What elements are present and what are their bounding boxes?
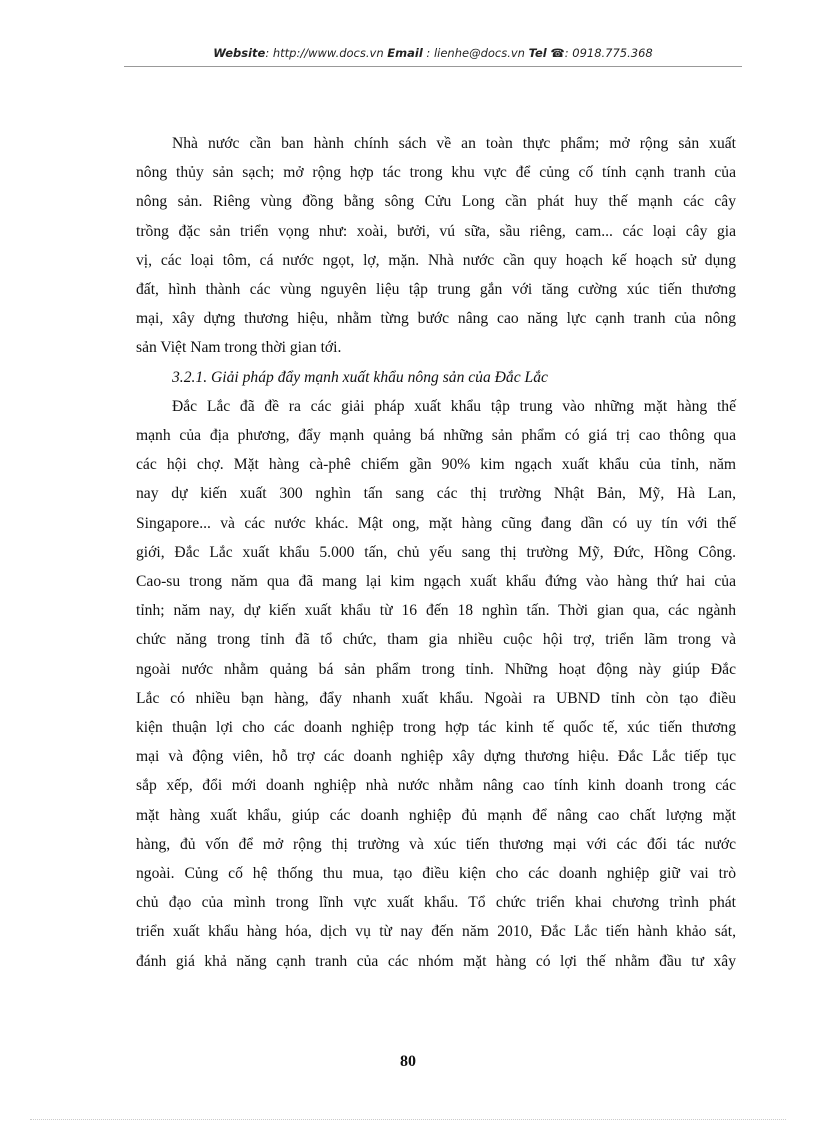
tel-label: Tel (528, 46, 547, 60)
text-line: sản Việt Nam trong thời gian tới. (136, 339, 342, 357)
header-divider (124, 66, 742, 67)
text-line: Lắc có nhiều bạn hàng, đẩy nhanh xuất khẩu. Ngoài ra UBND tỉnh còn tạo điều (136, 689, 736, 707)
text-line: triển xuất khẩu hàng hóa, dịch vụ từ nay đến năm 2010, Đắc Lắc tiến hành khảo sát, (136, 923, 736, 941)
text-line: Đắc Lắc đã đề ra các giải pháp xuất khẩu tập trung vào những mặt hàng thế (172, 397, 736, 415)
text-line: kiện thuận lợi cho các doanh nghiệp trong hợp tác kinh tế quốc tế, xúc tiến thương (136, 719, 736, 737)
page-number: 80 (400, 1053, 416, 1070)
text-line: chủ đạo của mình trong lĩnh vực xuất khẩu. Tổ chức triển khai chương trình phát (136, 894, 736, 912)
text-line: mặt hàng xuất khẩu, giúp các doanh nghiệp đủ mạnh để nâng cao chất lượng mặt (136, 806, 736, 824)
text-line: mại, xây dựng thương hiệu, nhằm từng bước nâng cao năng lực cạnh tranh của nông (136, 310, 736, 328)
text-line: sắp xếp, đổi mới doanh nghiệp nhà nước nhằm nâng cao tính kinh doanh trong các (136, 777, 736, 795)
text-line: Cao-su trong năm qua đã mang lại kim ngạch xuất khẩu đứng vào hàng thứ hai của (136, 573, 736, 591)
phone-icon: ☎ (550, 46, 565, 60)
email-value: : lienhe@docs.vn (422, 46, 529, 60)
page-body (136, 129, 736, 976)
tel-value: : 0918.775.368 (564, 46, 653, 60)
text-line: tỉnh; năm nay, dự kiến xuất khẩu từ 16 đến 18 nghìn tấn. Thời gian qua, các ngành (136, 602, 736, 620)
text-line: nông thủy sản sạch; mở rộng hợp tác trong khu vực để củng cố tính cạnh tranh của (136, 164, 736, 182)
text-line: chức năng trong tỉnh đã tổ chức, tham gia nhiều cuộc hội trợ, triển lãm trong và (136, 631, 736, 649)
text-line: các hội chợ. Mặt hàng cà-phê chiếm gần 90% kim ngạch xuất khẩu của tỉnh, năm (136, 456, 736, 474)
text-line: nông sản. Riêng vùng đồng bằng sông Cửu Long cần phát huy thế mạnh các cây (136, 193, 736, 211)
paragraph-1 (136, 129, 736, 363)
text-line: Nhà nước cần ban hành chính sách về an toàn thực phẩm; mở rộng sản xuất (172, 135, 736, 152)
text-line: đánh giá khả năng cạnh tranh của các nhóm mặt hàng có lợi thế nhằm đầu tư xây (136, 952, 736, 970)
text-line: Singapore... và các nước khác. Mật ong, mặt hàng cũng đang dần có uy tín với thế (136, 514, 736, 532)
email-label: Email (387, 46, 423, 60)
section-heading: 3.2.1. Giải pháp đẩy mạnh xuất khẩu nông sản của Đắc Lắc (172, 368, 548, 386)
website-label: Website (213, 46, 266, 60)
text-line: đất, hình thành các vùng nguyên liệu tập trung gắn với tăng cường xúc tiến thương (136, 281, 736, 299)
text-line: mạnh của địa phương, đẩy mạnh quảng bá những sản phẩm có giá trị cao thông qua (136, 427, 736, 445)
page-header (124, 46, 742, 60)
text-line: hàng, đủ vốn để mở rộng thị trường và xúc tiến thương mại với các đối tác nước (136, 835, 736, 853)
paragraph-2 (136, 392, 736, 976)
page-bottom-edge (30, 1119, 786, 1120)
text-line: ngoài. Củng cố hệ thống thu mua, tạo điều kiện cho các doanh nghiệp giữ vai trò (136, 865, 736, 883)
website-value: : http://www.docs.vn (265, 46, 388, 60)
text-line: nay dự kiến xuất 300 nghìn tấn sang các thị trường Nhật Bản, Mỹ, Hà Lan, (136, 485, 736, 503)
text-line: vị, các loại tôm, cá nước ngọt, lợ, mặn. Nhà nước cần quy hoạch kế hoạch sử dụng (136, 251, 736, 269)
text-line: mại và động viên, hỗ trợ các doanh nghiệp xây dựng thương hiệu. Đắc Lắc tiếp tục (136, 748, 736, 766)
text-line: giới, Đắc Lắc xuất khẩu 5.000 tấn, chủ yếu sang thị trường Mỹ, Đức, Hồng Công. (136, 543, 736, 561)
text-line: trồng đặc sản triển vọng như: xoài, bưởi, vú sữa, sầu riêng, cam... các loại cây gia (136, 222, 736, 240)
text-line: ngoài nước nhằm quảng bá sản phẩm trong tỉnh. Những hoạt động này giúp Đắc (136, 660, 736, 678)
